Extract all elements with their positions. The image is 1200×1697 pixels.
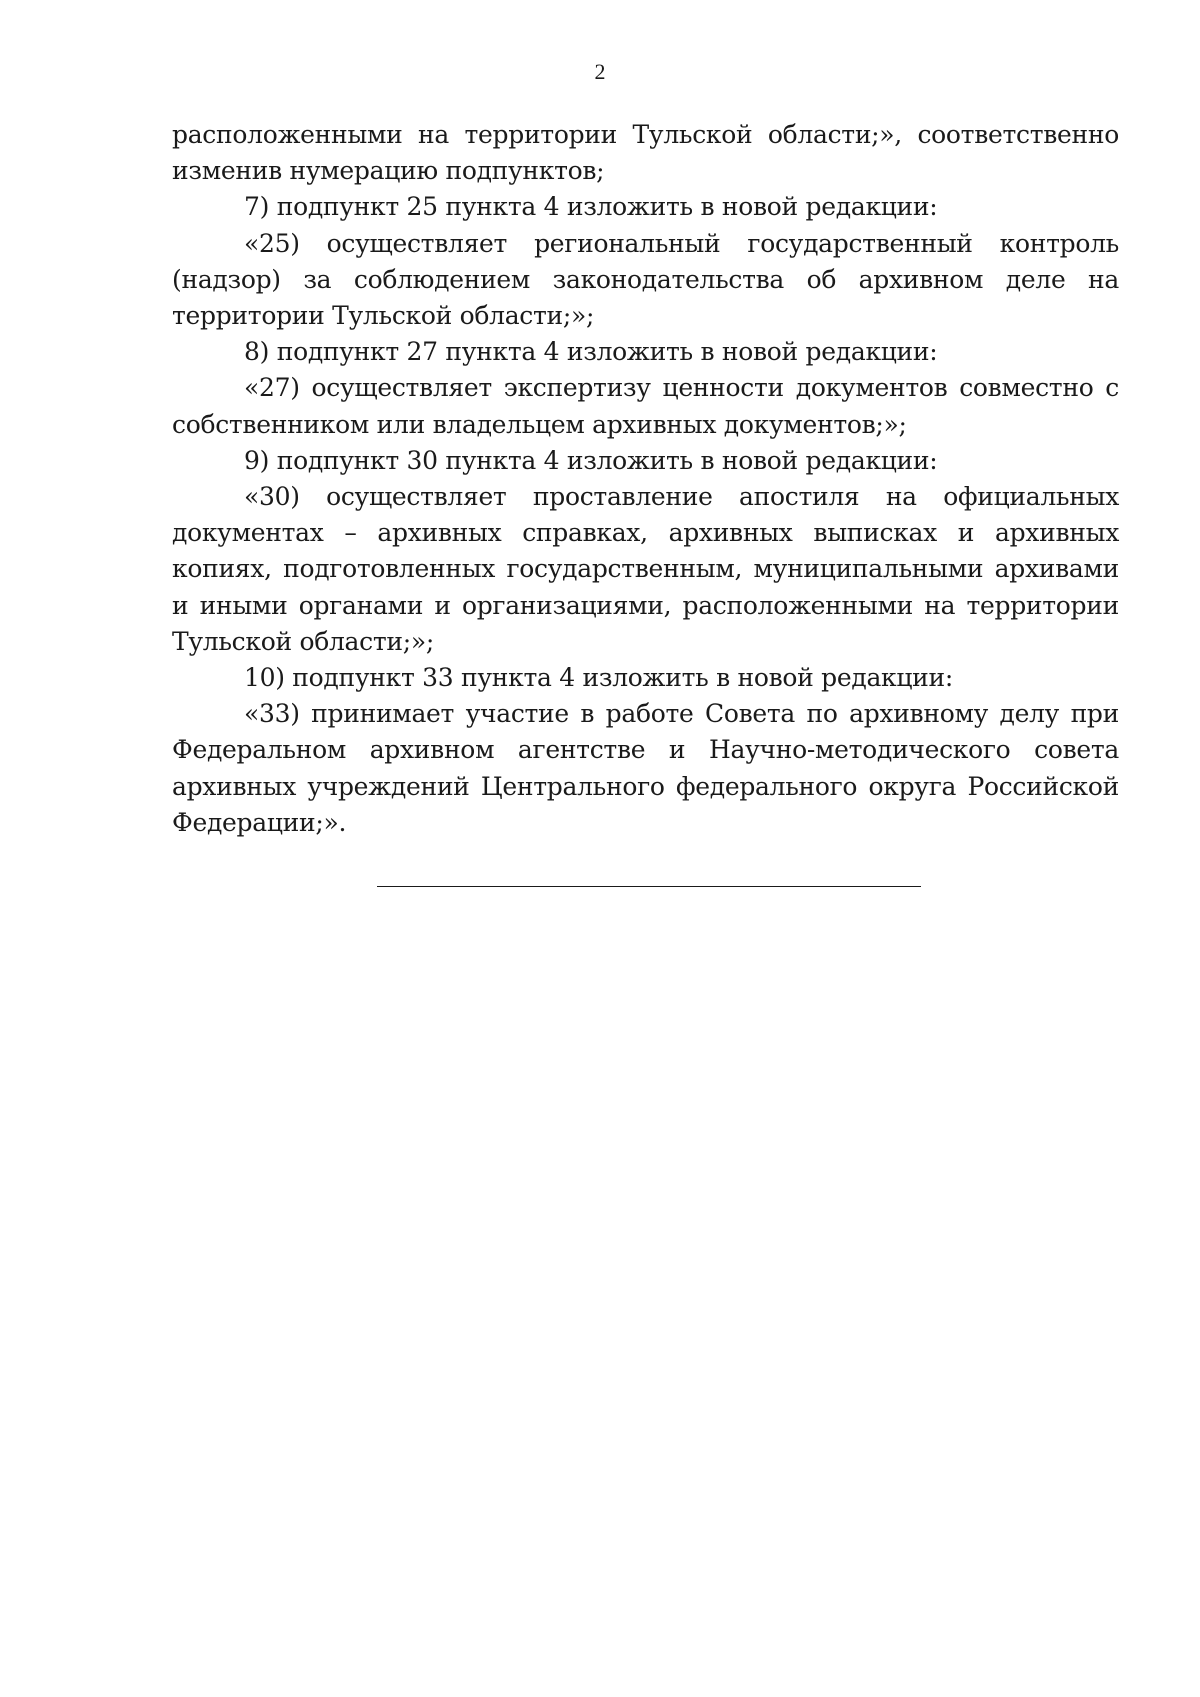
paragraph-quote-27: «27) осуществляет экспертизу ценности документов совместно с собственником или владельцем архивных документов;»; bbox=[172, 373, 1119, 439]
page-number: 2 bbox=[594, 59, 606, 84]
paragraph-quote-30: «30) осуществляет проставление апостиля на официальных документах – архивных справках, архивных выписках и архивных копиях, подготовленных государственным, муниципальными архивами и иными органами и организациями, расположенными на территории Тульской области;»; bbox=[172, 482, 1119, 656]
paragraph-item-10: 10) подпункт 33 пункта 4 изложить в новой редакции: bbox=[244, 663, 954, 693]
paragraph-item-7: 7) подпункт 25 пункта 4 изложить в новой редакции: bbox=[244, 192, 938, 222]
document-body bbox=[172, 117, 1119, 841]
end-separator-line bbox=[377, 886, 921, 887]
paragraph-quote-33: «33) принимает участие в работе Совета по архивному делу при Федеральном архивном агентстве и Научно-методического совета архивных учреждений Центрального федерального округа Российской Федерации;». bbox=[172, 699, 1119, 837]
paragraph-item-8: 8) подпункт 27 пункта 4 изложить в новой редакции: bbox=[244, 337, 938, 367]
paragraph-quote-25: «25) осуществляет региональный государственный контроль (надзор) за соблюдением законодательства об архивном деле на территории Тульской области;»; bbox=[172, 228, 1119, 331]
paragraph-continuation: расположенными на территории Тульской области;», соответственно изменив нумерацию подпунктов; bbox=[172, 120, 1119, 186]
paragraph-item-9: 9) подпункт 30 пункта 4 изложить в новой редакции: bbox=[244, 445, 938, 475]
